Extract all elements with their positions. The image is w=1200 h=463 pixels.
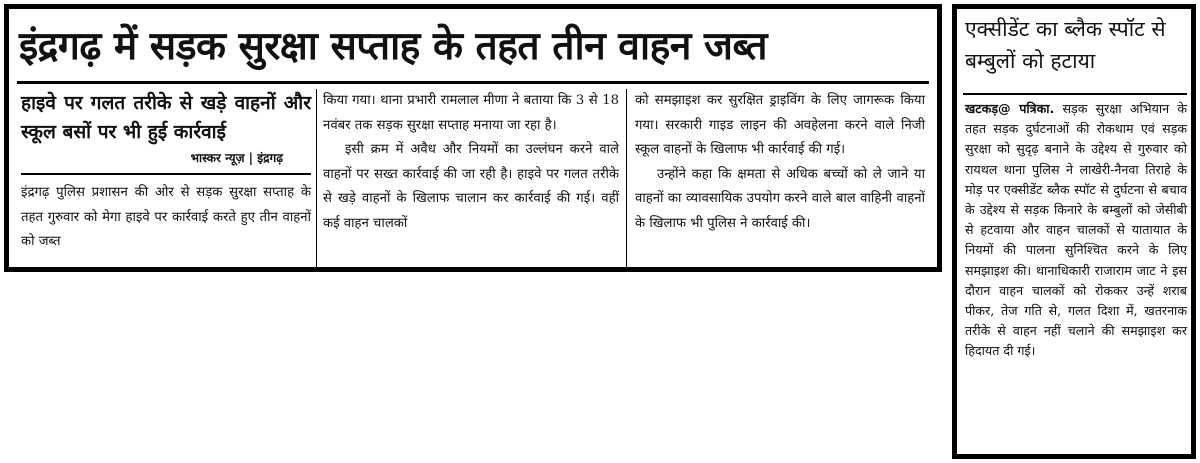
- article-column-2: [323, 89, 619, 236]
- paragraph: इंद्रगढ़ पुलिस प्रशासन की ओर से सड़क सुरक्षा सप्ताह के तहत गुरुवार को मेगा हाइवे पर कार्रवाई करते हुए तीन वाहनों को जब्त: [21, 185, 311, 249]
- news-clipping-khatkad: [952, 4, 1196, 459]
- article-text: सड़क सुरक्षा अभियान के तहत सड़क दुर्घटनाओं की रोकथाम एवं सड़क सुरक्षा को सुदृढ़ बनाने के उद्देश्य से गुरुवार को रायथल थाना पुलिस ने लाखेरी-नैनवा तिराहे के मोड़ पर एक्सीडेंट ब्लैक स्पॉट से दुर्घटना से बचाव के उद्देश्य से सड़क किनारे के बम्बुलों को जेसीबी से हटवाया और वाहन चालकों से यातायात के नियमों की पालना सुनिश्चित करने के लिए समझाइश की। थानाधिकारी राजाराम जाट ने इस दौरान वाहन चालकों को रोककर उन्हें शराब पीकर, तेज गति से, गलत दिशा में, खतरनाक तरीके से वाहन नहीं चलाने की समझाइश कर हिदायत दी गई।: [965, 101, 1187, 359]
- byline-rule: [21, 173, 311, 175]
- article-body: [965, 99, 1187, 362]
- paragraph: उन्होंने कहा कि क्षमता से अधिक बच्चों को ले जाने या वाहनों का व्यावसायिक उपयोग करने वाले बाल वाहिनी वाहनों के खिलाफ भी पुलिस ने कार्रवाई की।: [635, 166, 925, 231]
- news-clipping-indergarh: [4, 4, 942, 272]
- article-column-3: [635, 89, 925, 236]
- headline-rule: [17, 81, 929, 84]
- paragraph: को समझाइश कर सुरक्षित ड्राइविंग के लिए जागरूक किया गया। सरकारी गाइड लाइन की अवहेलना करने वाले निजी स्कूल वाहनों के खिलाफ भी कार्रवाई की गई।: [635, 93, 925, 157]
- headline-rule: [963, 93, 1187, 95]
- column-divider: [626, 89, 627, 267]
- column-divider: [316, 89, 317, 267]
- paragraph: किया गया। थाना प्रभारी रामलाल मीणा ने बताया कि 3 से 18 नवंबर तक सड़क सुरक्षा सप्ताह मनाया जा रहा है।: [323, 93, 619, 133]
- paragraph: इसी क्रम में अवैध और नियमों का उल्लंघन करने वाले वाहनों पर सख्त कार्रवाई की जा रही है। हाइवे पर गलत तरीके से खड़े वाहनों के खिलाफ चालान कर कार्रवाई की गई। वहीं कई वाहन चालकों: [323, 142, 619, 231]
- dateline: खटकड़@ पत्रिका.: [965, 101, 1055, 116]
- byline: भास्कर न्यूज़ | इंद्रगढ़: [190, 151, 283, 165]
- headline: एक्सीडेंट का ब्लैक स्पॉट से बम्बुलों को हटाया: [965, 17, 1166, 73]
- subheadline: हाइवे पर गलत तरीके से खड़े वाहनों और स्कूल बसों पर भी हुई कार्रवाई: [21, 92, 311, 143]
- article-column-1: [21, 89, 311, 255]
- headline: इंद्रगढ़ में सड़क सुरक्षा सप्ताह के तहत तीन वाहन जब्त: [19, 24, 768, 69]
